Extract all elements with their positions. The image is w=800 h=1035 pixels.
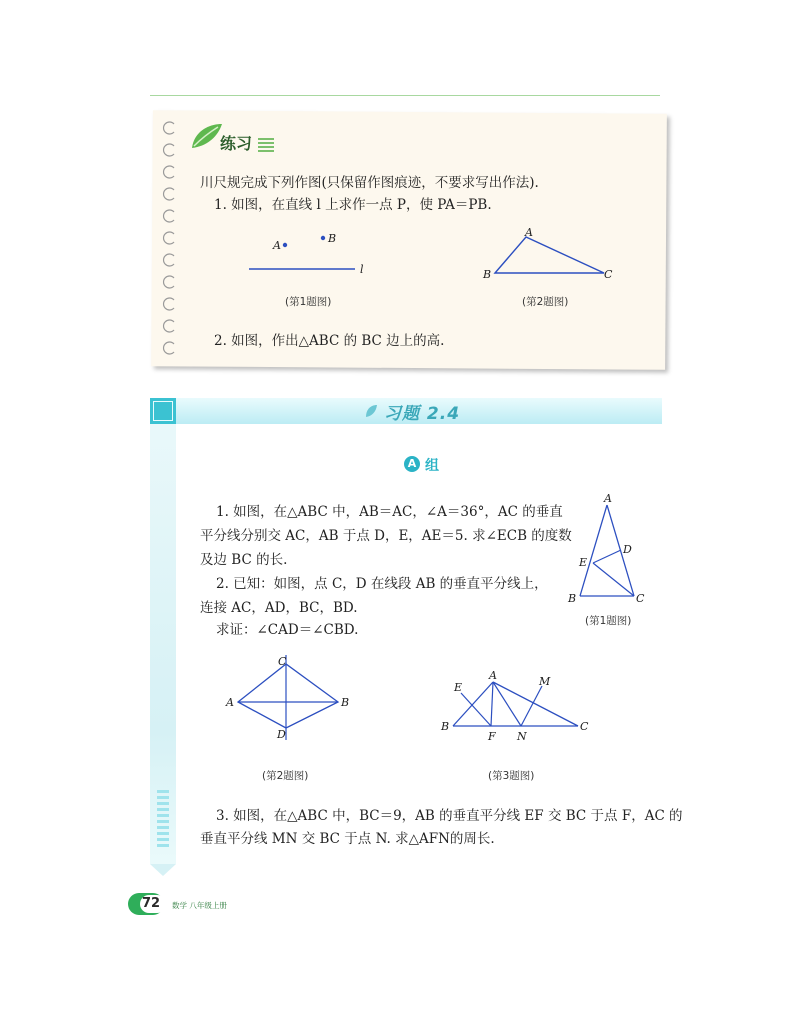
point-a bbox=[283, 243, 287, 247]
fig-p2-caption: (第2题图) bbox=[262, 770, 309, 782]
page-number: 72 bbox=[142, 896, 161, 911]
label-n: N bbox=[517, 730, 527, 743]
label-a: A bbox=[273, 239, 281, 252]
banner-corner-inner bbox=[153, 401, 173, 421]
top-rule bbox=[150, 95, 660, 96]
label-d: D bbox=[623, 543, 632, 556]
exercise-figure-1 bbox=[560, 490, 655, 610]
p1-line-2: 平分线分别交 AC，AB 于点 D，E，AE＝5. 求∠ECB 的度数 bbox=[200, 528, 572, 544]
label-c: C bbox=[580, 720, 589, 733]
banner-leaf-icon bbox=[364, 403, 378, 419]
footer-book-title: 数学 八年级上册 bbox=[172, 901, 227, 910]
label-e: E bbox=[454, 681, 463, 694]
point-b bbox=[321, 236, 325, 240]
sidebar-stripes bbox=[157, 790, 169, 850]
p3-line-1: 3. 如图，在△ABC 中，BC＝9，AB 的垂直平分线 EF 交 BC 于点 F，AC 的 bbox=[216, 808, 683, 824]
group-badge: A bbox=[404, 456, 420, 472]
exercise-title: 习题 2.4 bbox=[384, 404, 461, 424]
p2-line-2: 连接 AC，AD，BC，BD. bbox=[200, 600, 358, 616]
label-b: B bbox=[441, 720, 450, 733]
fig2-caption: (第2题图) bbox=[522, 296, 569, 308]
binder-rings bbox=[160, 118, 180, 364]
practice-figure-1 bbox=[240, 228, 380, 284]
label-e: E bbox=[579, 556, 588, 569]
label-f: F bbox=[488, 730, 496, 743]
fig-p1-caption: (第1题图) bbox=[585, 615, 632, 627]
label-l: l bbox=[360, 263, 364, 276]
label-b: B bbox=[328, 232, 337, 245]
fig1-caption: (第1题图) bbox=[285, 296, 332, 308]
practice-intro: 川尺规完成下列作图(只保留作图痕迹，不要求写出作法). bbox=[200, 175, 539, 191]
label-b: B bbox=[483, 268, 492, 281]
group-label: 组 bbox=[425, 458, 439, 474]
practice-title: 练习 bbox=[220, 134, 253, 153]
p2-line-1: 2. 已知：如图，点 C，D 在线段 AB 的垂直平分线上， bbox=[216, 576, 548, 592]
label-b: B bbox=[341, 696, 350, 709]
practice-figure-2 bbox=[480, 226, 615, 282]
label-d: D bbox=[277, 728, 286, 741]
label-m: M bbox=[539, 675, 551, 688]
p3-line-2: 垂直平分线 MN 交 BC 于点 N. 求△AFN的周长. bbox=[200, 831, 495, 847]
triangle-abc bbox=[495, 237, 604, 273]
sidebar-arrow bbox=[150, 864, 176, 876]
label-c: C bbox=[604, 268, 613, 281]
p1-line-1: 1. 如图，在△ABC 中，AB＝AC，∠A＝36°，AC 的垂直 bbox=[216, 504, 563, 520]
practice-q1: 1. 如图，在直线 l 上求作一点 P，使 PA＝PB. bbox=[214, 197, 492, 213]
exercise-figure-3 bbox=[438, 670, 593, 744]
practice-q2: 2. 如图，作出△ABC 的 BC 边上的高. bbox=[214, 333, 445, 349]
fig-p3-caption: (第3题图) bbox=[488, 770, 535, 782]
p2-line-3: 求证：∠CAD＝∠CBD. bbox=[216, 622, 359, 638]
label-a: A bbox=[489, 670, 497, 682]
exercise-figure-2 bbox=[222, 652, 357, 744]
label-a: A bbox=[226, 696, 234, 709]
label-a: A bbox=[525, 226, 533, 239]
label-a: A bbox=[604, 492, 612, 505]
label-c: C bbox=[278, 655, 287, 668]
p1-line-3: 及边 BC 的长. bbox=[200, 552, 288, 568]
leaf-icon bbox=[188, 122, 224, 150]
label-b: B bbox=[568, 592, 577, 605]
title-stripes bbox=[258, 138, 274, 152]
label-c: C bbox=[636, 592, 645, 605]
